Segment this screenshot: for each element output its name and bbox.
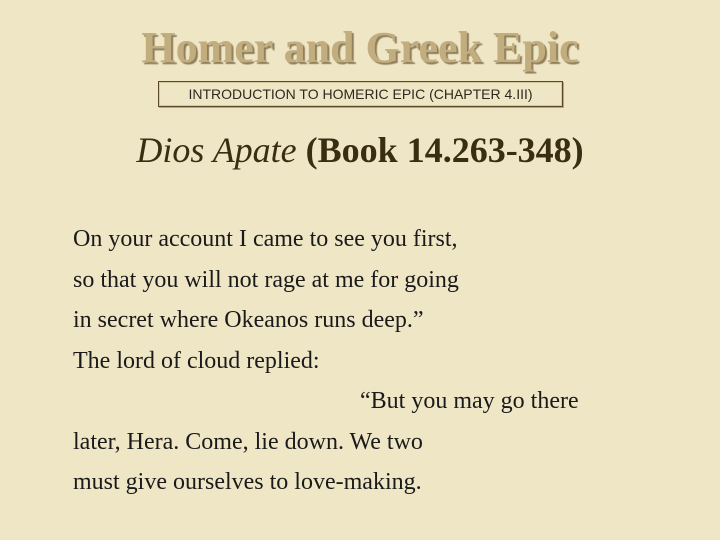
poem-text (73, 219, 693, 503)
poem-line: On your account I came to see you first, (73, 226, 458, 252)
section-heading (0, 128, 720, 172)
subtitle-box (158, 81, 563, 107)
poem-line: in secret where Okeanos runs deep.” (73, 307, 424, 333)
poem-line: later, Hera. Come, lie down. We two (73, 428, 423, 455)
heading-book-reference: (Book 14.263-348) (296, 130, 584, 170)
subtitle-text: INTRODUCTION TO HOMERIC EPIC (CHAPTER 4.III) (188, 86, 533, 102)
heading-italic-part: Dios Apate (136, 130, 297, 170)
poem-line: The lord of cloud replied: (73, 347, 320, 374)
slide-title: Homer and Greek Epic (141, 23, 579, 72)
poem-line: “But you may go there (360, 388, 579, 414)
poem-line: so that you will not rage at me for going (73, 266, 459, 293)
poem-line: must give ourselves to love-making. (73, 469, 422, 495)
